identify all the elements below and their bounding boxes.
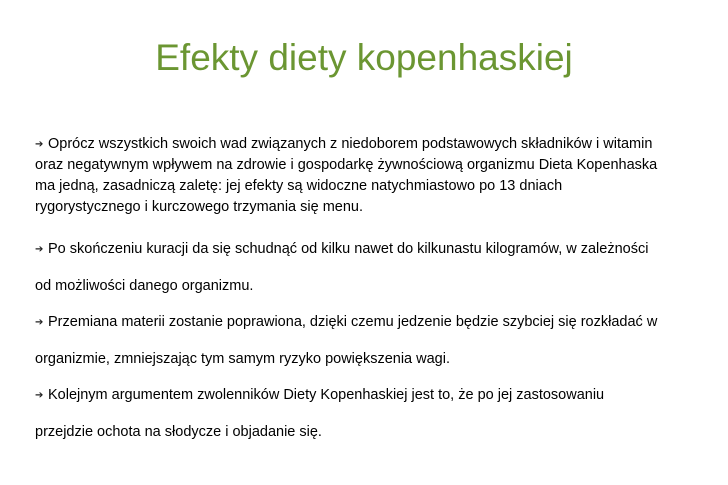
paragraph-line: oraz negatywnym wpływem na zdrowie i gospodarkę żywnościową organizmu Dieta Kopenhaska xyxy=(35,157,658,173)
arrow-bullet-icon: ➔ xyxy=(35,390,44,401)
arrow-bullet-icon: ➔ xyxy=(35,244,44,255)
paragraph-line xyxy=(35,231,705,268)
paragraph-text: Przemiana materii zostanie poprawiona, dzięki czemu jedzenie będzie szybciej się rozkładać w xyxy=(48,314,658,330)
paragraph-line: ma jedną, zasadniczą zaletę: jej efekty są widoczne natychmiastowo po 13 dniach xyxy=(35,178,563,194)
paragraph-line: przejdzie ochota na słodycze i objadanie się. xyxy=(35,424,322,440)
paragraph-text: Kolejnym argumentem zwolenników Diety Kopenhaskiej jest to, że po jej zastosowaniu xyxy=(48,387,605,403)
slide-body xyxy=(35,134,705,450)
paragraph-3 xyxy=(35,304,705,377)
paragraph-line: organizmie, zmniejszając tym samym ryzyko powiększenia wagi. xyxy=(35,351,450,367)
paragraph-line: rygorystycznego i kurczowego trzymania się menu. xyxy=(35,199,363,215)
paragraph-line xyxy=(35,304,705,341)
paragraph-line xyxy=(35,134,705,155)
paragraph-4 xyxy=(35,377,705,450)
paragraph-text: Po skończeniu kuracji da się schudnąć od kilku nawet do kilkunastu kilogramów, w zależności xyxy=(48,241,649,257)
paragraph-1 xyxy=(35,134,705,218)
paragraph-line xyxy=(35,377,705,414)
slide-title: Efekty diety kopenhaskiej xyxy=(155,37,573,78)
arrow-bullet-icon: ➔ xyxy=(35,139,44,150)
paragraph-line: od możliwości danego organizmu. xyxy=(35,278,254,294)
paragraph-2 xyxy=(35,231,705,304)
paragraph-text: Oprócz wszystkich swoich wad związanych z niedoborem podstawowych składników i witamin xyxy=(48,136,653,152)
arrow-bullet-icon: ➔ xyxy=(35,317,44,328)
